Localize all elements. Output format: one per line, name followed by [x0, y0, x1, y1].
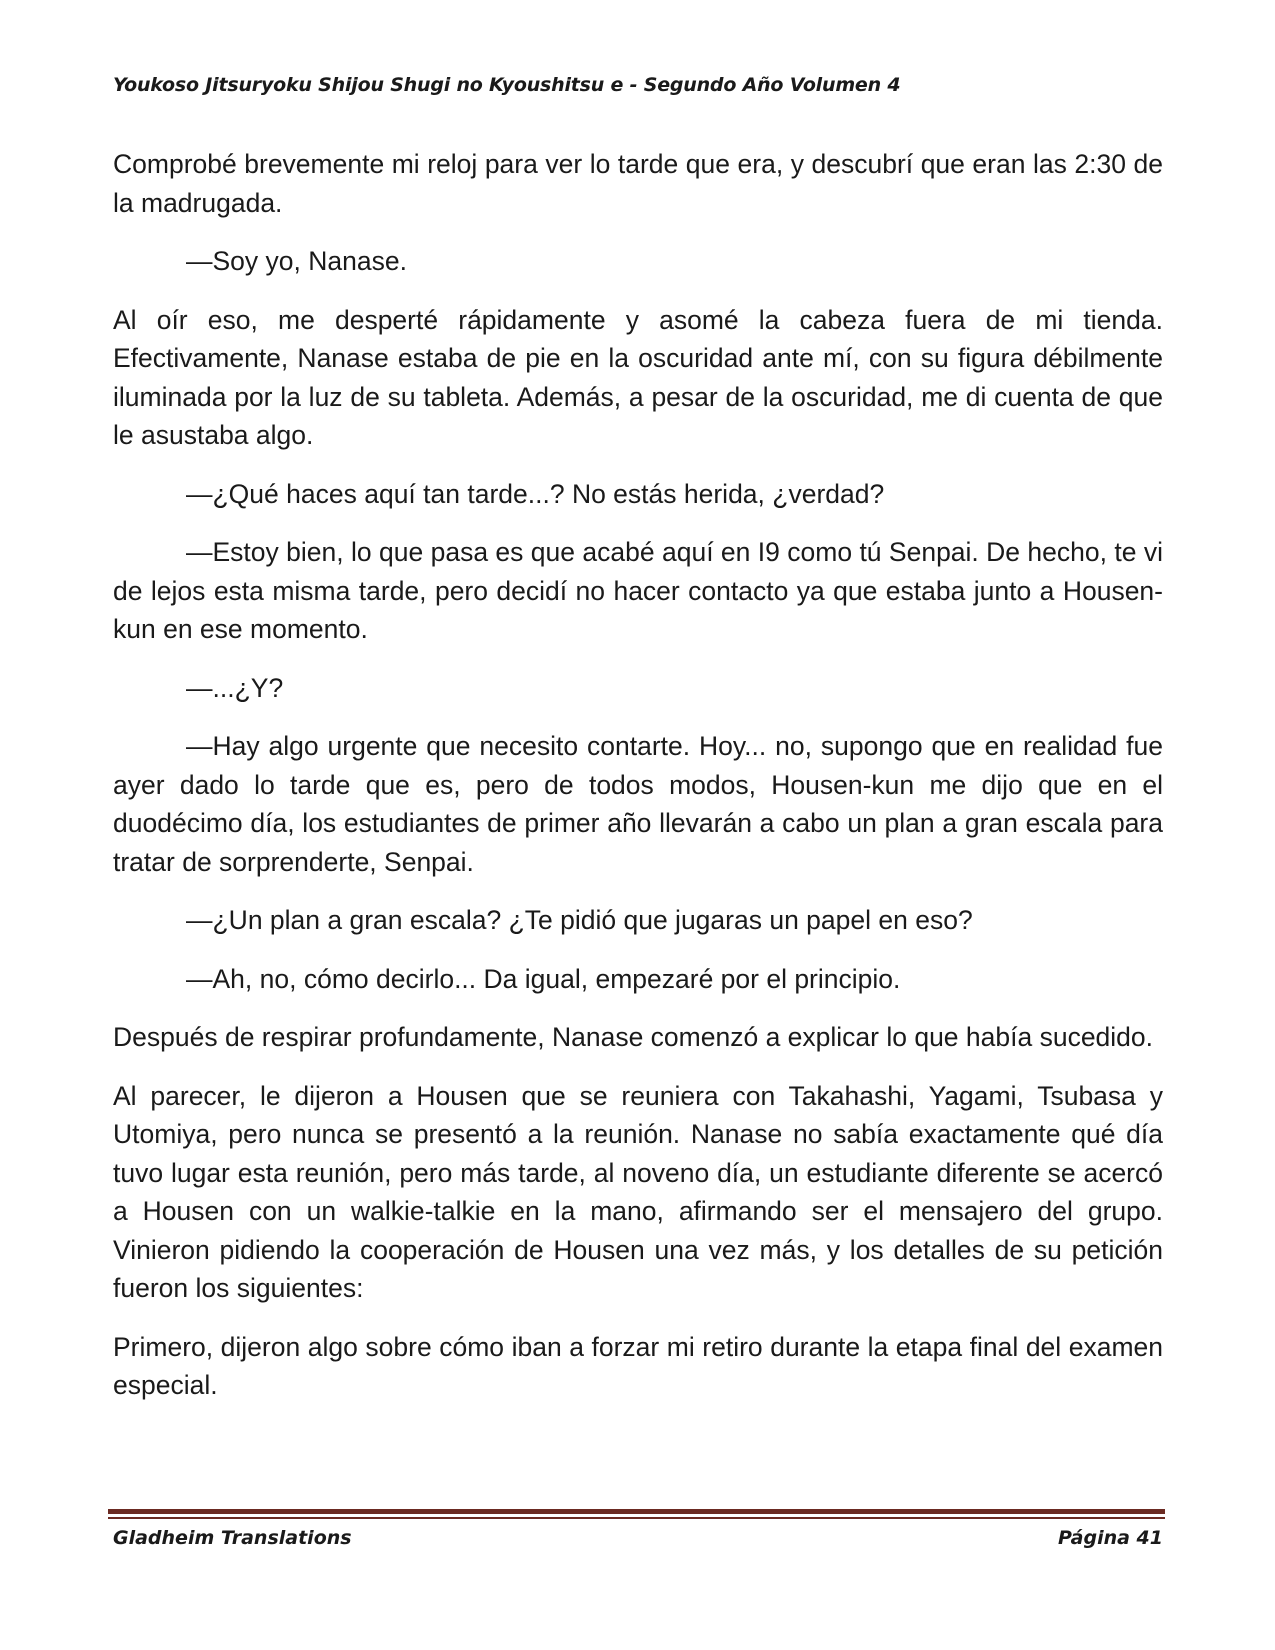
paragraph-2: Al oír eso, me desperté rápidamente y asomé la cabeza fuera de mi tienda. Efectivamente, Nanase estaba de pie en la oscuridad ante mí, con su figura débilmente iluminada por la luz de su tableta. Además, a pesar de la oscuridad, me di cuenta de que le asustaba algo.	[113, 304, 1163, 450]
dialogue-6: —¿Un plan a gran escala? ¿Te pidió que jugaras un papel en eso?	[186, 905, 973, 935]
page-number: Página 41	[1057, 1527, 1163, 1549]
footer-divider-thin	[108, 1517, 1165, 1519]
dialogue-7: —Ah, no, cómo decirlo... Da igual, empezaré por el principio.	[186, 963, 901, 994]
paragraph-5: Primero, dijeron algo sobre cómo iban a forzar mi retiro durante la etapa final del examen especial.	[113, 1331, 1163, 1400]
body-text	[113, 145, 1163, 1425]
paragraph-1: Comprobé brevemente mi reloj para ver lo tarde que era, y descubrí que eran las 2:30 de la madrugada.	[113, 149, 1163, 218]
paragraph-3: Después de respirar profundamente, Nanase comenzó a explicar lo que había sucedido.	[113, 1022, 1154, 1052]
dialogue-1: —Soy yo, Nanase.	[186, 246, 407, 276]
footer-credit: Gladheim Translations	[113, 1527, 352, 1549]
running-header: Youkoso Jitsuryoku Shijou Shugi no Kyoushitsu e - Segundo Año Volumen 4	[113, 74, 901, 96]
paragraph-4: Al parecer, le dijeron a Housen que se reuniera con Takahashi, Yagami, Tsubasa y Utomiya, pero nunca se presentó a la reunión. Nanase no sabía exactamente qué día tuvo lugar esta reunión, pero más tarde, al noveno día, un estudiante diferente se acercó a Housen con un walkie-talkie en la mano, afirmando ser el mensajero del grupo. Vinieron pidiendo la cooperación de Housen una vez más, y los detalles de su petición fueron los siguientes:	[113, 1080, 1163, 1303]
dialogue-2: —¿Qué haces aquí tan tarde...? No estás herida, ¿verdad?	[186, 478, 885, 509]
dialogue-5: —Hay algo urgente que necesito contarte. Hoy... no, supongo que en realidad fue ayer dado lo tarde que es, pero de todos modos, Housen-kun me dijo que en el duodécimo día, los estudiantes de primer año llevarán a cabo un plan a gran escala para tratar de sorprenderte, Senpai.	[113, 731, 1163, 877]
dialogue-3: —Estoy bien, lo que pasa es que acabé aquí en I9 como tú Senpai. De hecho, te vi de lejos esta misma tarde, pero decidí no hacer contacto ya que estaba junto a Housen-kun en ese momento.	[113, 537, 1163, 644]
footer-divider	[108, 1509, 1165, 1519]
dialogue-4: —...¿Y?	[186, 672, 284, 703]
